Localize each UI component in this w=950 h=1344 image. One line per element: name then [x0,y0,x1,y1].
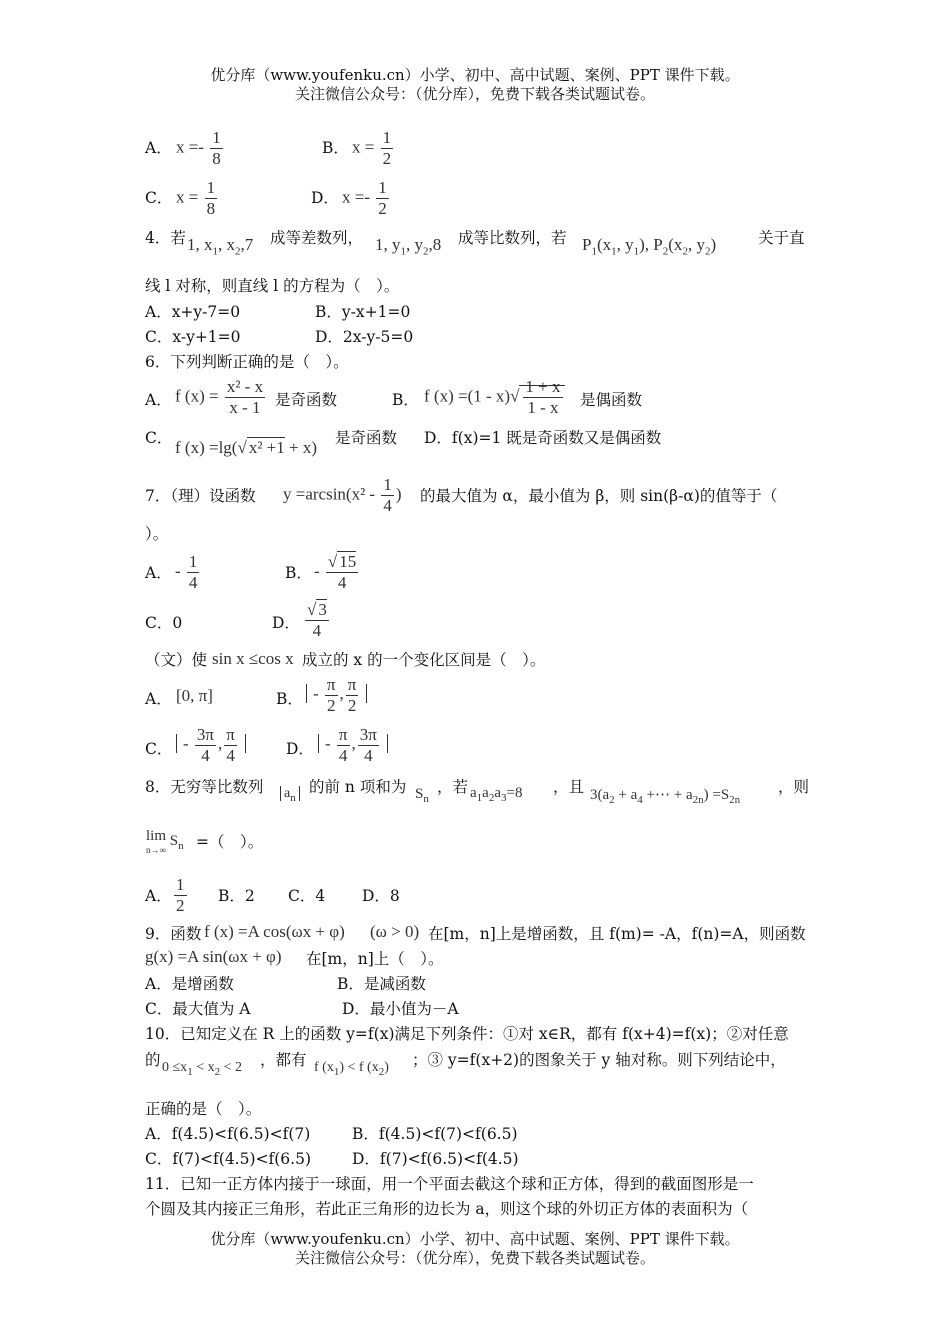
q4-option-a: A．x+y-7=0 [145,303,241,321]
q8-option-a-math: $\frac{1}{2}$ [176,875,185,915]
q8-option-a-label: A． [145,887,172,905]
q7-option-d-label: D． [272,614,300,632]
q3-option-b-math: x = $\frac{1}{2}$ [352,128,392,168]
q4-option-b: B．y-x+1=0 [315,303,411,321]
q7-wen-option-c-label: C． [145,740,173,758]
q7-option-b-math: - $\frac{√ 15}{4}$ [314,552,357,592]
q6-option-d: D．f(x)=1 既是奇函数又是偶函数 [424,429,662,447]
q4-arith-seq: 1, $x_1$, $x_2,7$ [187,235,254,258]
q6-option-c-label: C． [145,429,173,447]
q6-option-b-tail: 是偶函数 [580,391,643,409]
q10-option-c: C．f(7)<f(4.5)<f(6.5) [145,1150,311,1168]
q8-sequence-math: $a_n$ [280,786,300,804]
q9-text-1: 在[m，n]上是增函数，且 f(m)= -A，f(n)=A，则函数 [428,925,806,943]
q7-wen-tail: 成立的 x 的一个变化区间是（ ）。 [302,651,546,669]
q9-option-c: C．最大值为 A [145,1000,251,1018]
q10-text-de: 的 [145,1051,161,1069]
q7-option-d-math: $\frac{√ 3}{4}$ [307,600,327,640]
q8-text-sum: 的前 n 项和为 [309,778,407,796]
q4-geo-seq: 1, $y_1$, $y_2,8$ [375,235,442,258]
q3-option-a-math: x =- $\frac{1}{8}$ [176,128,221,168]
q4-text-arith: 成等差数列， [270,229,364,247]
q8-number: 8．无穷等比数列 [145,778,264,796]
q10-line1: 10．已知定义在 R 上的函数 y=f(x)满足下列条件：①对 x∈R，都有 f(x+4)=f(x)；②对任意 [145,1025,789,1043]
q10-text-douyou: ，都有 [260,1051,307,1069]
q6-option-a-label: A． [145,391,172,409]
q10-condition-math: $0 \le x_1 < x_2 < 2$ [162,1060,242,1078]
q4-option-d: D．2x-y-5=0 [315,328,414,346]
page-header-line-1: 优分库（www.youfenku.cn）小学、初中、高中试题、案例、PPT 课件下载。 [210,66,740,84]
q10-line3: 正确的是（ ）。 [145,1100,262,1118]
q6-option-b-math: f (x) =(1 - x)√ $\frac{1 + x}{1 - x}$ [424,377,565,418]
q6-option-c-tail: 是奇函数 [335,429,398,447]
q8-sn-math: $S_n$ [415,786,429,805]
q6-option-a-tail: 是奇函数 [275,391,338,409]
q10-option-a: A．f(4.5)<f(6.5)<f(7) [145,1125,311,1143]
q8-limit-math: lim n→∞ $S_n$ [146,828,184,855]
q7-wen-option-b-label: B． [276,690,303,708]
q7-wen-option-d-label: D． [286,740,314,758]
q8-text-then: ，则 [778,778,810,796]
q6-option-c-math: f (x) =lg(√ x² +1 + x) [175,438,317,457]
q9-number: 9．函数 [145,925,202,943]
q4-text-geo: 成等比数列，若 [458,229,567,247]
page-header-line-2: 关注微信公众号：（优分库），免费下载各类试题试卷。 [294,85,655,103]
q9-option-a: A．是增函数 [145,975,234,993]
q8-text-and: ，且 [553,778,585,796]
q8-option-d: D．8 [362,887,400,905]
q8-limit-tail: =（ ）。 [196,833,264,851]
q7-function-math: y =arcsin(x² - $\frac{1}{4}$ ) [283,475,402,515]
q9-condition: (ω > 0) [370,922,420,941]
q4-line2: 线 l 对称，则直线 l 的方程为（ ）。 [145,277,400,295]
q6-option-b-label: B． [392,391,419,409]
q11-line2: 个圆及其内接正三角形，若此正三角形的边长为 a，则这个球的外切正方体的表面积为（ [145,1200,749,1218]
q7-wen-option-b-math: - $\frac{\pi}{2}$ , $\frac{\pi}{2}$ [306,675,367,716]
q7-line2: ）。 [145,525,169,543]
q8-option-c: C．4 [288,887,326,905]
q3-option-c-label: C． [145,189,173,207]
q11-line1: 11．已知一正方体内接于一球面，用一个平面去截这个球和正方体，得到的截面图形是一 [145,1175,754,1193]
q9-option-b: B．是减函数 [337,975,426,993]
q7-wen-option-c-math: - $\frac{3\pi}{4}$ , $\frac{\pi}{4}$ [176,725,246,766]
q7-wen-option-a-math: [0, π] [176,686,213,705]
q6-stem: 6．下列判断正确的是（ ）。 [145,353,349,371]
q8-option-b: B．2 [218,887,255,905]
q7-option-b-label: B． [285,564,312,582]
q7-wen-option-d-math: - $\frac{\pi}{4}$ , $\frac{3\pi}{4}$ [318,725,388,766]
q10-inequality-math: f $(x_1) < f$ $(x_2)$ [314,1060,389,1078]
q3-option-b-label: B． [322,139,349,157]
q10-option-d: D．f(7)<f(6.5)<f(4.5) [352,1150,519,1168]
q7-number: 7．（理）设函数 [145,487,256,505]
q9-g-math: g(x) =A sin(ωx + φ) [145,947,282,966]
q8-sum-math: $3(a_2 + a_4$ +⋯ + $a_{2n}) =S_{2n}$ [590,787,741,806]
q7-text-tail: 的最大值为 α，最小值为 β，则 sin(β-α)的值等于（ [420,487,778,505]
q3-option-c-math: x = $\frac{1}{8}$ [176,178,216,218]
q4-option-c: C．x-y+1=0 [145,328,241,346]
q3-option-d-label: D． [311,189,339,207]
q9-text-2: 在[m，n]上（ ）。 [306,950,444,968]
q7-wen-option-a-label: A． [145,690,172,708]
q4-text-tail: 关于直 [758,229,805,247]
page-footer-line-2: 关注微信公众号：（优分库），免费下载各类试题试卷。 [294,1249,655,1267]
q9-f-math: f (x) =A cos(ωx + φ) [204,922,345,941]
q7-wen-expr: sin x ≤cos x [212,649,294,668]
q6-option-a-math: f (x) = $\frac{\text{x² - x}}{x - 1}$ [175,377,264,417]
q9-option-d: D．最小值为－A [342,1000,459,1018]
q7-option-a-label: A． [145,564,172,582]
q7-option-a-math: - $\frac{1}{4}$ [175,552,198,592]
q10-option-b: B．f(4.5)<f(7)<f(6.5) [352,1125,518,1143]
q3-option-d-math: x =- $\frac{1}{2}$ [342,178,387,218]
q8-product-math: $a_1a_2a_3=8$ [470,785,523,804]
page-footer-line-1: 优分库（www.youfenku.cn）小学、初中、高中试题、案例、PPT 课件下载。 [210,1230,740,1248]
q10-text-tail: ；③ y=f(x+2)的图象关于 y 轴对称。则下列结论中， [412,1051,786,1069]
q7-wen-prefix: （文）使 [145,651,208,669]
q4-points: $P_1(x_1$, $y_1$), $P_2(x_2$, $y_2$) [582,235,717,258]
q8-text-if: ，若 [437,778,469,796]
q3-option-a-label: A． [145,139,172,157]
q7-option-c: C．0 [145,614,183,632]
q4-number: 4．若 [145,229,186,247]
